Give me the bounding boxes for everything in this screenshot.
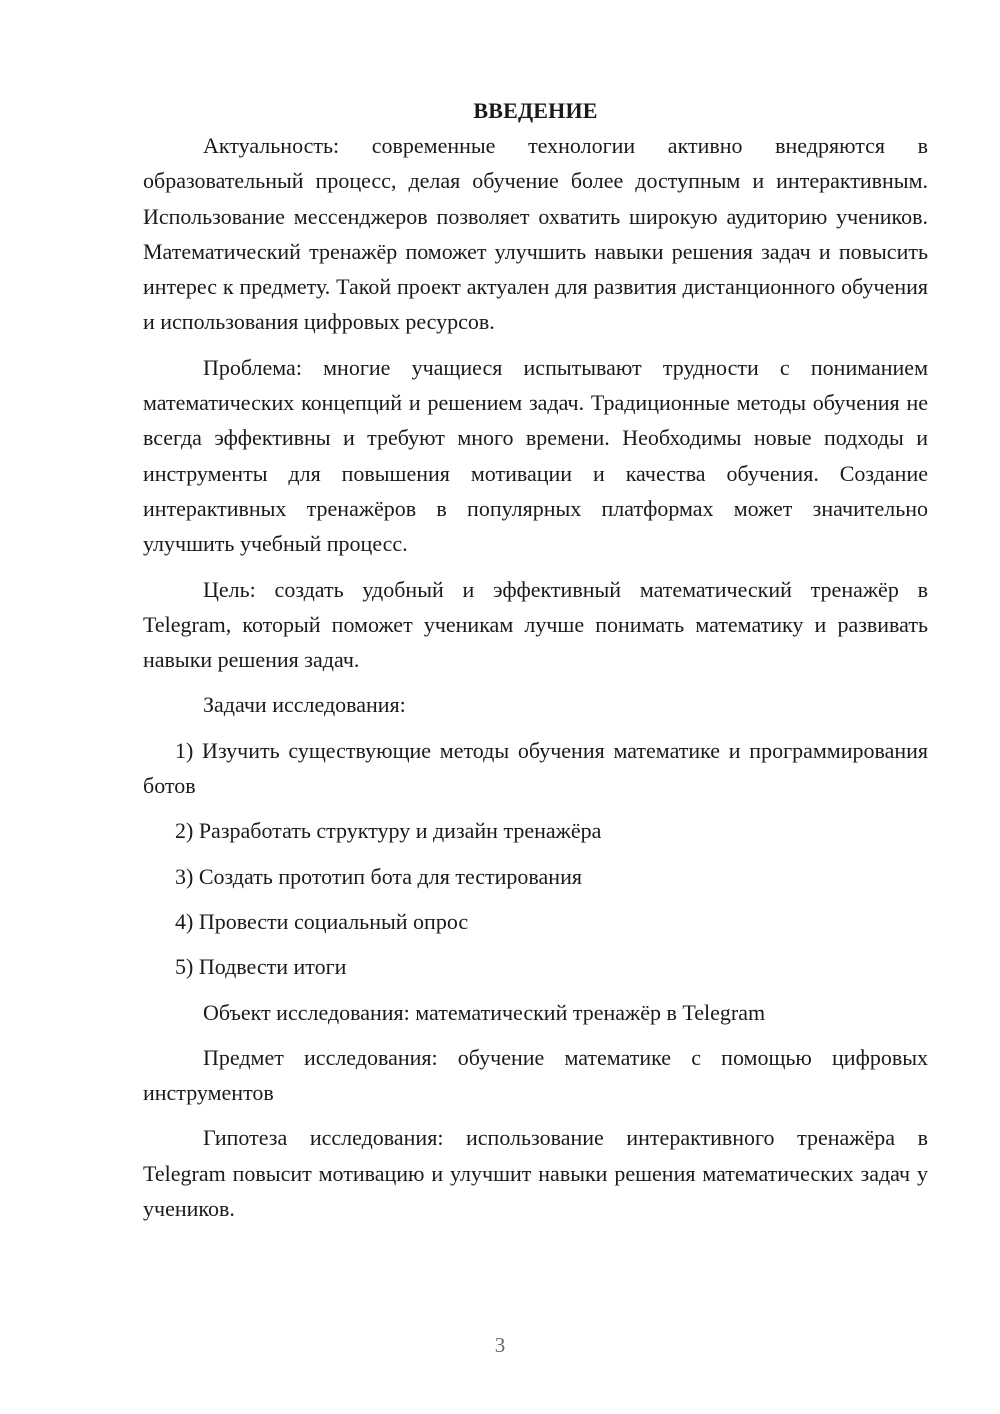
goal-paragraph: Цель: создать удобный и эффективный математический тренажёр в Telegram, который поможет ученикам лучше понимать математику и развивать навыки решения задач. (143, 576, 928, 673)
relevance-paragraph: Актуальность: современные технологии активно внедряются в образовательный процесс, делая обучение более доступным и интерактивным. Использование мессенджеров позволяет охватить широкую аудиторию учеников. Математический тренажёр поможет улучшить навыки решения задач и повысить интерес к предмету. Такой проект актуален для развития дистанционного обучения и использования цифровых ресурсов. (143, 133, 928, 335)
problem-paragraph: Проблема: многие учащиеся испытывают трудности с пониманием математических концепций и решением задач. Традиционные методы обучения не всегда эффективны и требуют много времени. Необходимы новые подходы и инструменты для повышения мотивации и качества обучения. Создание интерактивных тренажёров в популярных платформах может значительно улучшить учебный процесс. (143, 354, 928, 557)
task-item: 2) Разработать структуру и дизайн тренажёра (175, 818, 602, 844)
hypothesis-paragraph: Гипотеза исследования: использование интерактивного тренажёра в Telegram повысит мотивацию и улучшит навыки решения математических задач у учеников. (143, 1125, 928, 1222)
task-item: 1) Изучить существующие методы обучения математике и программирования ботов (143, 737, 928, 799)
task-item: 4) Провести социальный опрос (175, 908, 469, 934)
section-title: ВВЕДЕНИЕ (473, 98, 598, 123)
subject-paragraph: Предмет исследования: обучение математике с помощью цифровых инструментов (143, 1044, 928, 1106)
task-item: 5) Подвести итоги (175, 954, 347, 980)
task-item: 3) Создать прототип бота для тестирования (175, 863, 582, 889)
tasks-list (143, 733, 928, 985)
tasks-heading: Задачи исследования: (203, 692, 406, 718)
document-page (143, 96, 928, 1236)
object-paragraph: Объект исследования: математический тренажёр в Telegram (203, 999, 766, 1025)
page-number: 3 (494, 1333, 506, 1357)
